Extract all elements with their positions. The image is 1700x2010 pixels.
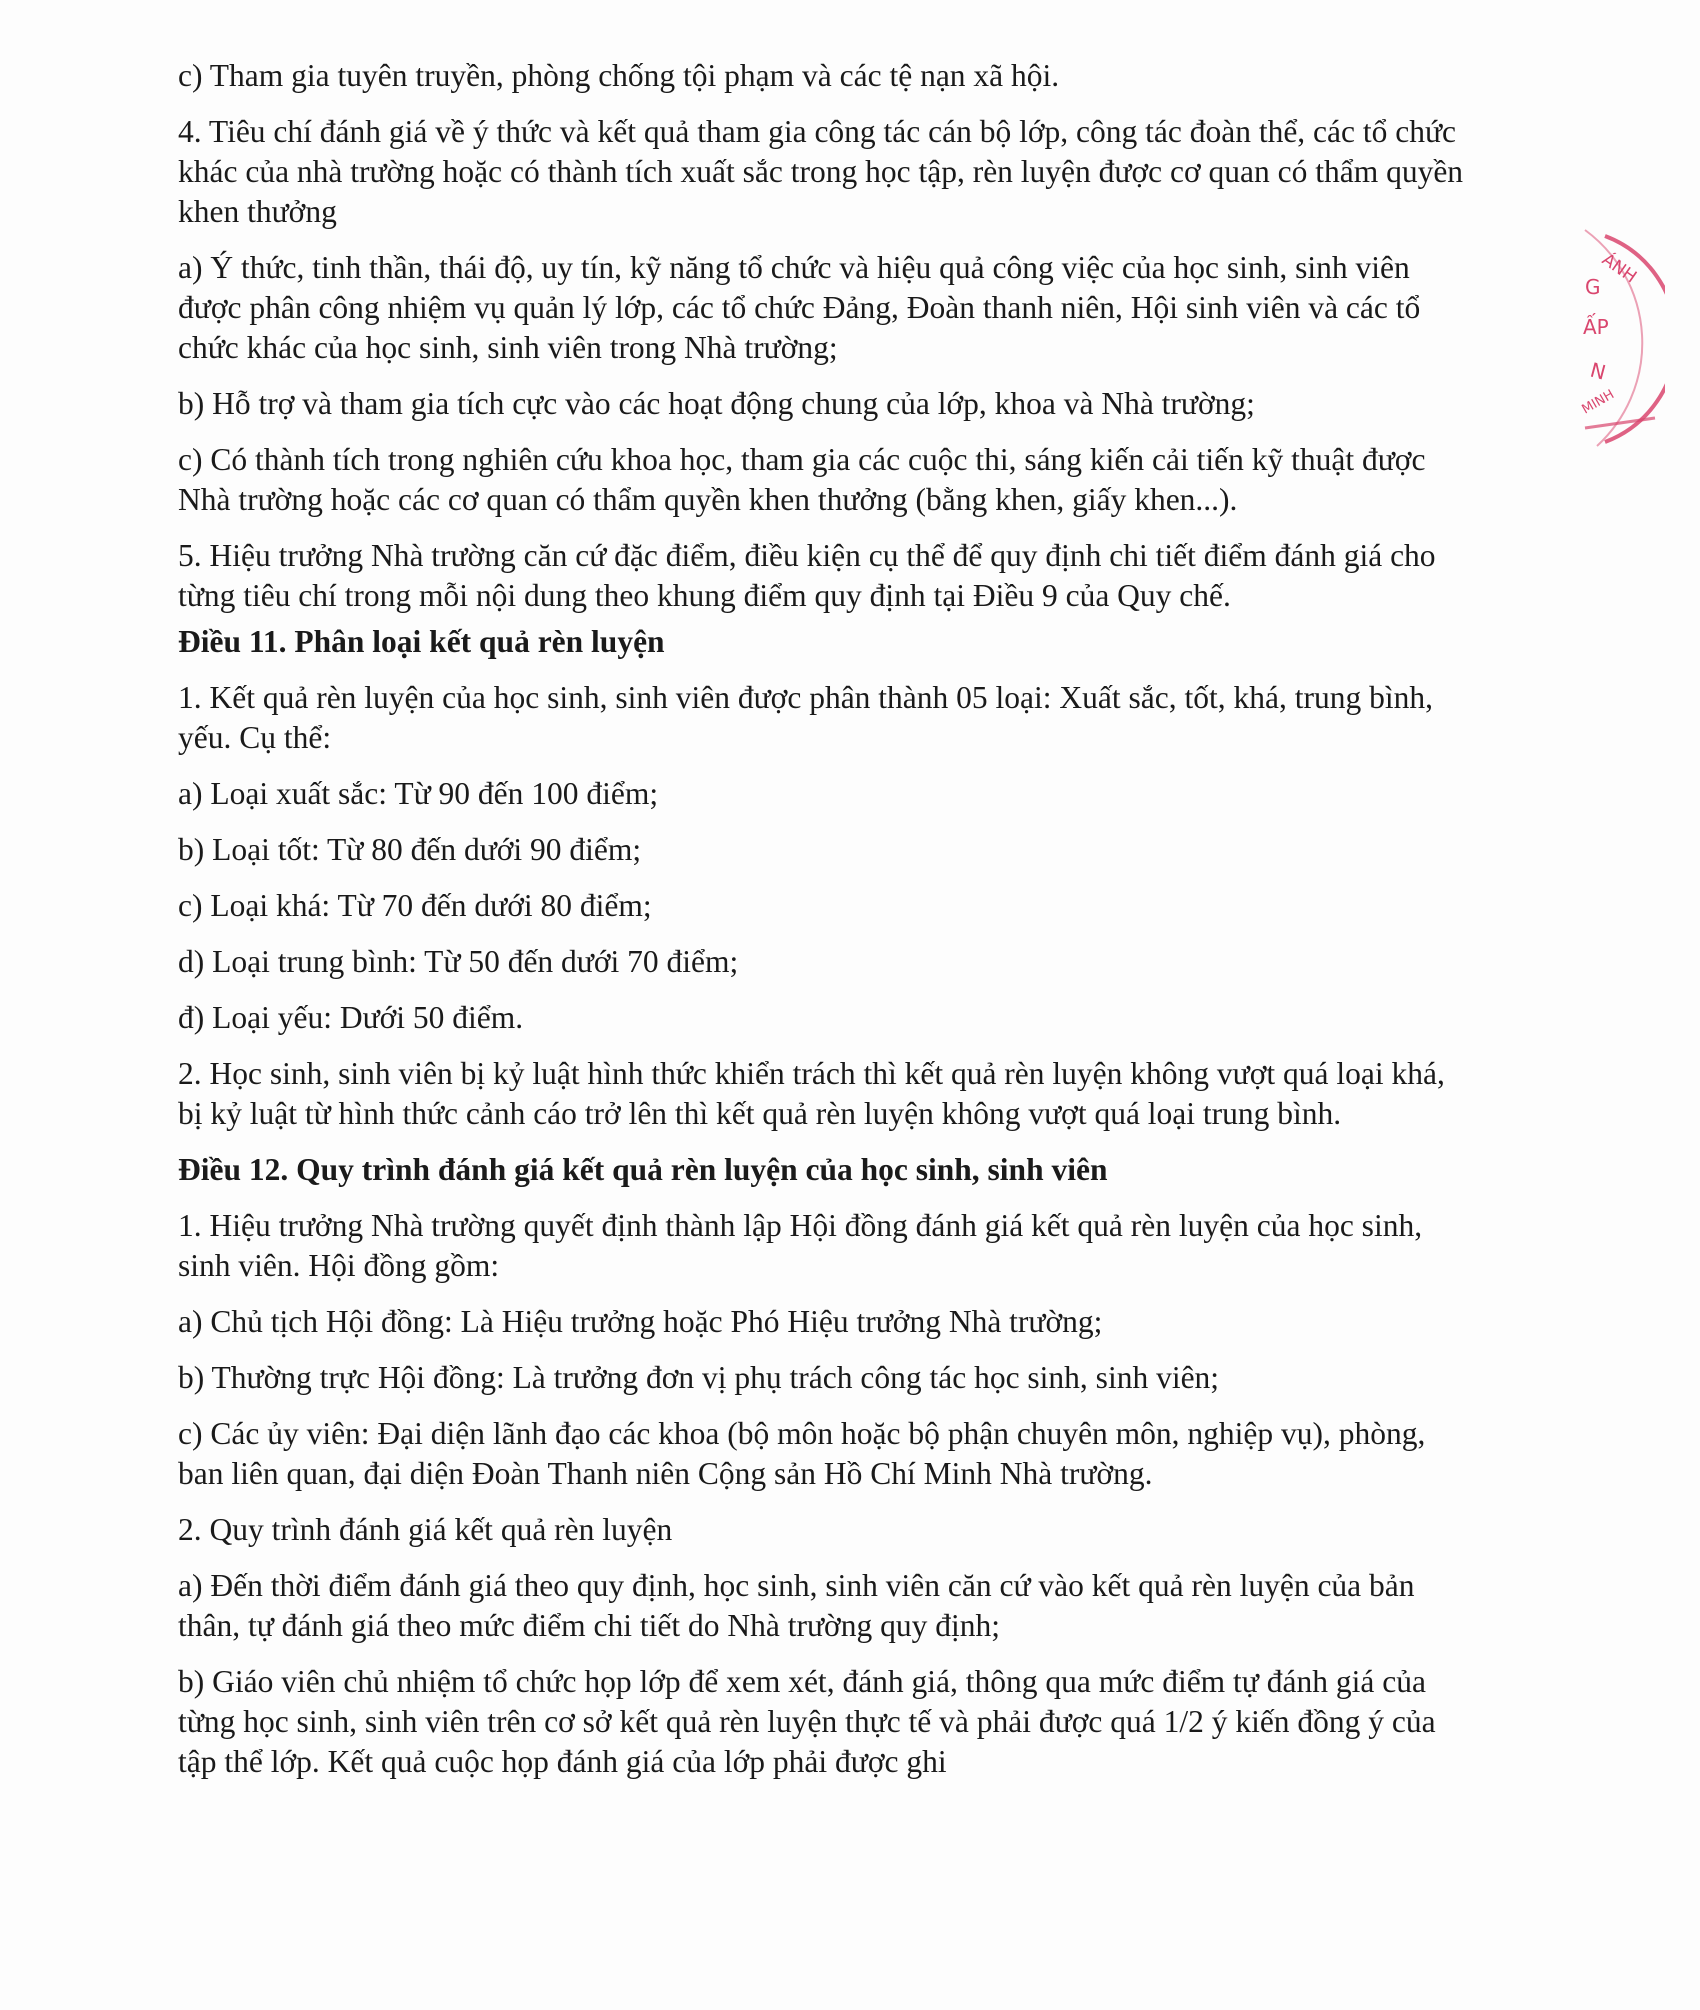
- article-12-clause-1: 1. Hiệu trưởng Nhà trường quyết định thành lập Hội đồng đánh giá kết quả rèn luyện của học sinh, sinh viên. Hội đồng gồm:: [178, 1208, 1423, 1283]
- article-12-clause-2: 2. Quy trình đánh giá kết quả rèn luyện: [178, 1512, 673, 1547]
- article-11-clause-2: 2. Học sinh, sinh viên bị kỷ luật hình thức khiển trách thì kết quả rèn luyện không vượt quá loại khá, bị kỷ luật từ hình thức cảnh cáo trở lên thì kết quả rèn luyện không vượt quá loại trung bình.: [178, 1056, 1445, 1131]
- stamp-text-5: MINH: [1579, 387, 1617, 418]
- article-12-item-c: c) Các ủy viên: Đại diện lãnh đạo các khoa (bộ môn hoặc bộ phận chuyên môn, nghiệp vụ), phòng, ban liên quan, đại diện Đoàn Thanh niên Cộng sản Hồ Chí Minh Nhà trường.: [178, 1416, 1426, 1491]
- paragraph-4c: c) Có thành tích trong nghiên cứu khoa học, tham gia các cuộc thi, sáng kiến cải tiến kỹ thuật được Nhà trường hoặc các cơ quan có thẩm quyền khen thưởng (bằng khen, giấy khen...).: [178, 442, 1426, 517]
- stamp-text-2: G: [1585, 275, 1601, 299]
- article-11-heading: Điều 11. Phân loại kết quả rèn luyện: [178, 624, 665, 659]
- paragraph-criterion-5: 5. Hiệu trưởng Nhà trường căn cứ đặc điểm, điều kiện cụ thể để quy định chi tiết điểm đánh giá cho từng tiêu chí trong mỗi nội dung theo khung điểm quy định tại Điều 9 của Quy chế.: [178, 538, 1436, 613]
- article-11-item-d: d) Loại trung bình: Từ 50 đến dưới 70 điểm;: [178, 944, 739, 979]
- paragraph-4b: b) Hỗ trợ và tham gia tích cực vào các hoạt động chung của lớp, khoa và Nhà trường;: [178, 386, 1255, 421]
- seal-stamp-graphic: [1545, 228, 1665, 448]
- article-12-item-b: b) Thường trực Hội đồng: Là trưởng đơn vị phụ trách công tác học sinh, sinh viên;: [178, 1360, 1220, 1395]
- article-12-heading: Điều 12. Quy trình đánh giá kết quả rèn luyện của học sinh, sinh viên: [178, 1152, 1108, 1187]
- article-12-step-b: b) Giáo viên chủ nhiệm tổ chức họp lớp để xem xét, đánh giá, thông qua mức điểm tự đánh giá của từng học sinh, sinh viên trên cơ sở kết quả rèn luyện thực tế và phải được quá 1/2 ý kiến đồng ý của tập thể lớp. Kết quả cuộc họp đánh giá của lớp phải được ghi: [178, 1664, 1436, 1779]
- red-seal-stamp: [1545, 228, 1665, 448]
- article-12-item-a: a) Chủ tịch Hội đồng: Là Hiệu trưởng hoặc Phó Hiệu trưởng Nhà trường;: [178, 1304, 1103, 1339]
- article-11-item-b: b) Loại tốt: Từ 80 đến dưới 90 điểm;: [178, 832, 642, 867]
- article-12-step-a: a) Đến thời điểm đánh giá theo quy định, học sinh, sinh viên căn cứ vào kết quả rèn luyện của bản thân, tự đánh giá theo mức điểm chi tiết do Nhà trường quy định;: [178, 1568, 1415, 1643]
- article-11-item-a: a) Loại xuất sắc: Từ 90 đến 100 điểm;: [178, 776, 659, 811]
- article-11-item-c: c) Loại khá: Từ 70 đến dưới 80 điểm;: [178, 888, 652, 923]
- document-body: [178, 56, 1468, 1798]
- stamp-text-1: ÁNH: [1598, 249, 1641, 288]
- article-11-clause-1: 1. Kết quả rèn luyện của học sinh, sinh viên được phân thành 05 loại: Xuất sắc, tốt, khá, trung bình, yếu. Cụ thể:: [178, 680, 1433, 755]
- stamp-text-4: N: [1587, 357, 1609, 385]
- stamp-text-3: ẤP: [1583, 315, 1609, 339]
- paragraph-criterion-4: 4. Tiêu chí đánh giá về ý thức và kết quả tham gia công tác cán bộ lớp, công tác đoàn thể, các tổ chức khác của nhà trường hoặc có thành tích xuất sắc trong học tập, rèn luyện được cơ quan có thẩm quyền khen thưởng: [178, 114, 1464, 229]
- paragraph-4a: a) Ý thức, tinh thần, thái độ, uy tín, kỹ năng tổ chức và hiệu quả công việc của học sinh, sinh viên được phân công nhiệm vụ quản lý lớp, các tổ chức Đảng, Đoàn thanh niên, Hội sinh viên và các tổ chức khác của học sinh, sinh viên trong Nhà trường;: [178, 250, 1421, 365]
- paragraph-c-propaganda: c) Tham gia tuyên truyền, phòng chống tội phạm và các tệ nạn xã hội.: [178, 58, 1060, 93]
- article-11-item-dd: đ) Loại yếu: Dưới 50 điểm.: [178, 1000, 524, 1035]
